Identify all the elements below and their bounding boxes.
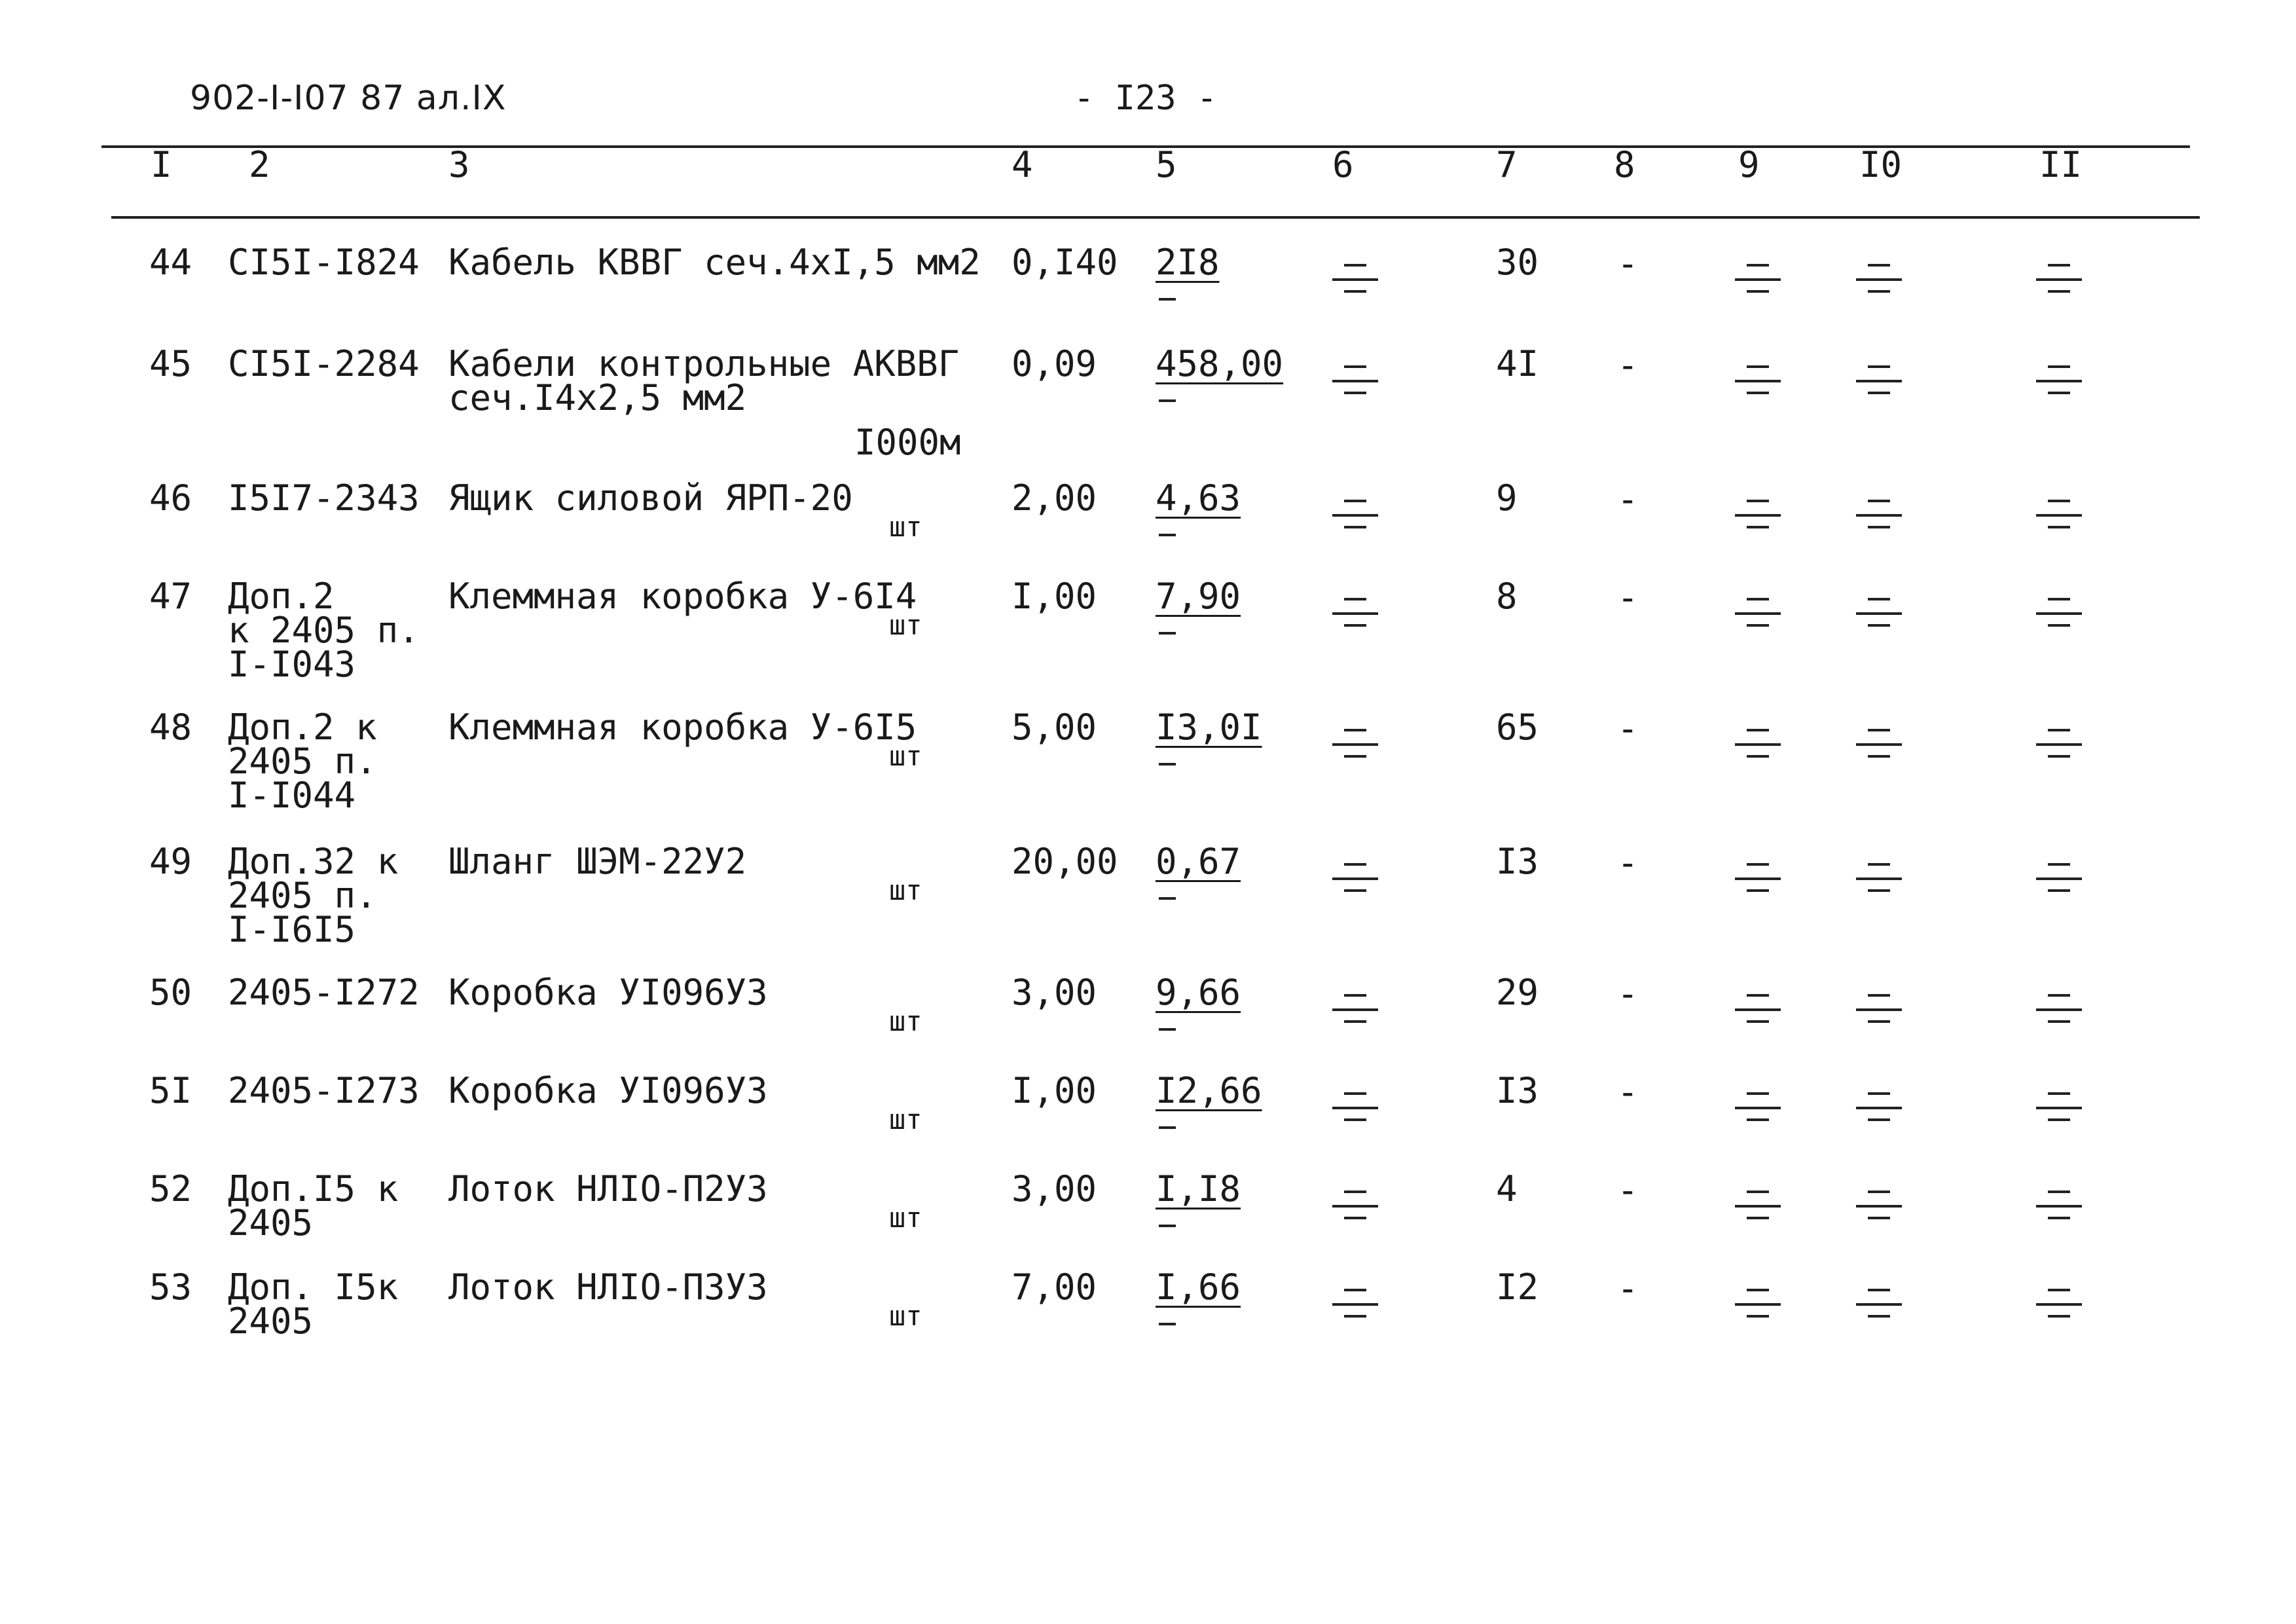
item-code: Доп.2 к 2405 п. I-I044 — [228, 707, 377, 816]
column-number: 4 — [1011, 144, 1033, 185]
col9-dash-mark — [1735, 1187, 1781, 1222]
item-code: Доп.2 к 2405 п. I-I043 — [228, 576, 420, 685]
unit-label: шт — [889, 740, 922, 772]
item-name: Шланг ШЭМ-22У2 — [448, 841, 747, 882]
col11-dash-mark — [2036, 1187, 2082, 1222]
item-name: Лоток НЛIО-П3У3 — [448, 1266, 768, 1308]
col6-dash-mark — [1332, 1187, 1378, 1222]
item-code: CI5I-2284 — [228, 343, 420, 384]
col6-dash-mark — [1332, 1285, 1378, 1320]
quantity: I,00 — [1011, 576, 1097, 617]
quantity: 3,00 — [1011, 972, 1097, 1013]
col11-dash-mark — [2036, 859, 2082, 895]
item-name: Ящик силовой ЯРП-20 — [448, 477, 853, 519]
unit-price: 9,66 — [1156, 972, 1241, 1013]
col10-dash-mark — [1856, 1187, 1902, 1222]
col10-dash-mark — [1856, 594, 1902, 629]
col6-dash-mark — [1332, 1088, 1378, 1124]
col6-dash-mark — [1332, 859, 1378, 895]
quantity: 20,00 — [1011, 841, 1118, 882]
col8-value: - — [1617, 1071, 1639, 1113]
col9-dash-mark — [1735, 1088, 1781, 1124]
column-number: 8 — [1614, 144, 1635, 185]
col6-dash-mark — [1332, 990, 1378, 1025]
quantity: 2,00 — [1011, 477, 1097, 519]
col7-value: I2 — [1496, 1266, 1539, 1308]
col7-value: 30 — [1496, 242, 1539, 283]
unit-price: 0,67 — [1156, 841, 1241, 882]
item-code: I5I7-2343 — [228, 477, 420, 519]
col7-value: 4 — [1496, 1168, 1518, 1209]
col9-dash-mark — [1735, 496, 1781, 531]
price-dash — [1159, 534, 1176, 536]
col8-value: - — [1617, 479, 1639, 520]
price-dash — [1159, 632, 1176, 635]
document-code: 902-I-I07 87 ал.IX — [190, 79, 507, 118]
unit-label: I000м — [854, 422, 961, 463]
col7-value: 9 — [1496, 477, 1518, 519]
col8-value: - — [1617, 1170, 1639, 1211]
col6-dash-mark — [1332, 594, 1378, 629]
item-code: Доп.I5 к 2405 — [228, 1168, 399, 1244]
col7-value: 29 — [1496, 972, 1539, 1013]
row-number: 45 — [149, 343, 192, 384]
col10-dash-mark — [1856, 1088, 1902, 1124]
row-number: 5I — [149, 1070, 192, 1111]
item-code: 2405-I272 — [228, 972, 420, 1013]
price-dash — [1159, 897, 1176, 900]
unit-label: шт — [889, 609, 922, 641]
col10-dash-mark — [1856, 859, 1902, 895]
col11-dash-mark — [2036, 990, 2082, 1025]
price-dash — [1159, 1225, 1176, 1227]
unit-price: 7,90 — [1156, 576, 1241, 617]
price-dash — [1159, 1028, 1176, 1031]
col9-dash-mark — [1735, 361, 1781, 397]
item-name: Лоток НЛIО-П2У3 — [448, 1168, 768, 1209]
col8-value: - — [1617, 1268, 1639, 1309]
quantity: 5,00 — [1011, 707, 1097, 748]
row-number: 47 — [149, 576, 192, 617]
header-bottom-rule — [111, 216, 2200, 219]
col8-value: - — [1617, 708, 1639, 749]
column-number: 2 — [249, 144, 270, 185]
row-number: 46 — [149, 477, 192, 519]
col7-value: I3 — [1496, 1070, 1539, 1111]
unit-label: шт — [889, 1202, 922, 1234]
col11-dash-mark — [2036, 1285, 2082, 1320]
quantity: 7,00 — [1011, 1266, 1097, 1308]
col6-dash-mark — [1332, 260, 1378, 295]
row-number: 52 — [149, 1168, 192, 1209]
col9-dash-mark — [1735, 859, 1781, 895]
col9-dash-mark — [1735, 725, 1781, 760]
column-number: 7 — [1496, 144, 1518, 185]
column-number: 6 — [1332, 144, 1354, 185]
col11-dash-mark — [2036, 361, 2082, 397]
price-dash — [1159, 763, 1176, 766]
row-number: 44 — [149, 242, 192, 283]
col10-dash-mark — [1856, 1285, 1902, 1320]
price-dash — [1159, 1323, 1176, 1325]
col9-dash-mark — [1735, 990, 1781, 1025]
item-code: 2405-I273 — [228, 1070, 420, 1111]
column-number: II — [2039, 144, 2083, 185]
col10-dash-mark — [1856, 260, 1902, 295]
unit-label: шт — [889, 511, 922, 543]
row-number: 53 — [149, 1266, 192, 1308]
col10-dash-mark — [1856, 361, 1902, 397]
col8-value: - — [1617, 344, 1639, 386]
item-name: Коробка УI096У3 — [448, 972, 768, 1013]
col6-dash-mark — [1332, 496, 1378, 531]
col9-dash-mark — [1735, 594, 1781, 629]
col8-value: - — [1617, 973, 1639, 1014]
item-name: Кабели контрольные АКВВГ сеч.I4x2,5 мм2 — [448, 343, 960, 418]
col10-dash-mark — [1856, 990, 1902, 1025]
col7-value: I3 — [1496, 841, 1539, 882]
col8-value: - — [1617, 842, 1639, 883]
col7-value: 8 — [1496, 576, 1518, 617]
unit-price: I,66 — [1156, 1266, 1241, 1308]
item-code: Доп. I5к 2405 — [228, 1266, 399, 1342]
unit-price: I,I8 — [1156, 1168, 1241, 1209]
item-code: CI5I-I824 — [228, 242, 420, 283]
col11-dash-mark — [2036, 594, 2082, 629]
quantity: I,00 — [1011, 1070, 1097, 1111]
col11-dash-mark — [2036, 1088, 2082, 1124]
unit-price: 2I8 — [1156, 242, 1220, 283]
col6-dash-mark — [1332, 361, 1378, 397]
item-name: Кабель КВВГ сеч.4xI,5 мм2 — [448, 242, 981, 283]
item-name: Клеммная коробка У-6I4 — [448, 576, 917, 617]
quantity: 0,I40 — [1011, 242, 1118, 283]
unit-label: шт — [889, 1300, 922, 1332]
unit-price: I2,66 — [1156, 1070, 1262, 1111]
item-name: Клеммная коробка У-6I5 — [448, 707, 917, 748]
col10-dash-mark — [1856, 725, 1902, 760]
quantity: 3,00 — [1011, 1168, 1097, 1209]
unit-price: I3,0I — [1156, 707, 1262, 748]
col7-value: 65 — [1496, 707, 1539, 748]
unit-price: 458,00 — [1156, 343, 1284, 384]
column-number: 9 — [1738, 144, 1760, 185]
col7-value: 4I — [1496, 343, 1539, 384]
col8-value: - — [1617, 577, 1639, 618]
item-code: Доп.32 к 2405 п. I-I6I5 — [228, 841, 399, 950]
col11-dash-mark — [2036, 496, 2082, 531]
column-number: I0 — [1859, 144, 1903, 185]
unit-label: шт — [889, 874, 922, 906]
row-number: 49 — [149, 841, 192, 882]
column-number: 5 — [1156, 144, 1177, 185]
col8-value: - — [1617, 243, 1639, 284]
col9-dash-mark — [1735, 260, 1781, 295]
col11-dash-mark — [2036, 725, 2082, 760]
price-dash — [1159, 1126, 1176, 1129]
price-dash — [1159, 399, 1176, 402]
quantity: 0,09 — [1011, 343, 1097, 384]
price-dash — [1159, 298, 1176, 301]
col9-dash-mark — [1735, 1285, 1781, 1320]
col6-dash-mark — [1332, 725, 1378, 760]
col11-dash-mark — [2036, 260, 2082, 295]
column-number: 3 — [448, 144, 470, 185]
row-number: 50 — [149, 972, 192, 1013]
item-name: Коробка УI096У3 — [448, 1070, 768, 1111]
unit-label: шт — [889, 1005, 922, 1037]
page-number: - I23 - — [1074, 79, 1218, 118]
row-number: 48 — [149, 707, 192, 748]
column-number: I — [151, 144, 172, 185]
unit-label: шт — [889, 1103, 922, 1135]
unit-price: 4,63 — [1156, 477, 1241, 519]
col10-dash-mark — [1856, 496, 1902, 531]
